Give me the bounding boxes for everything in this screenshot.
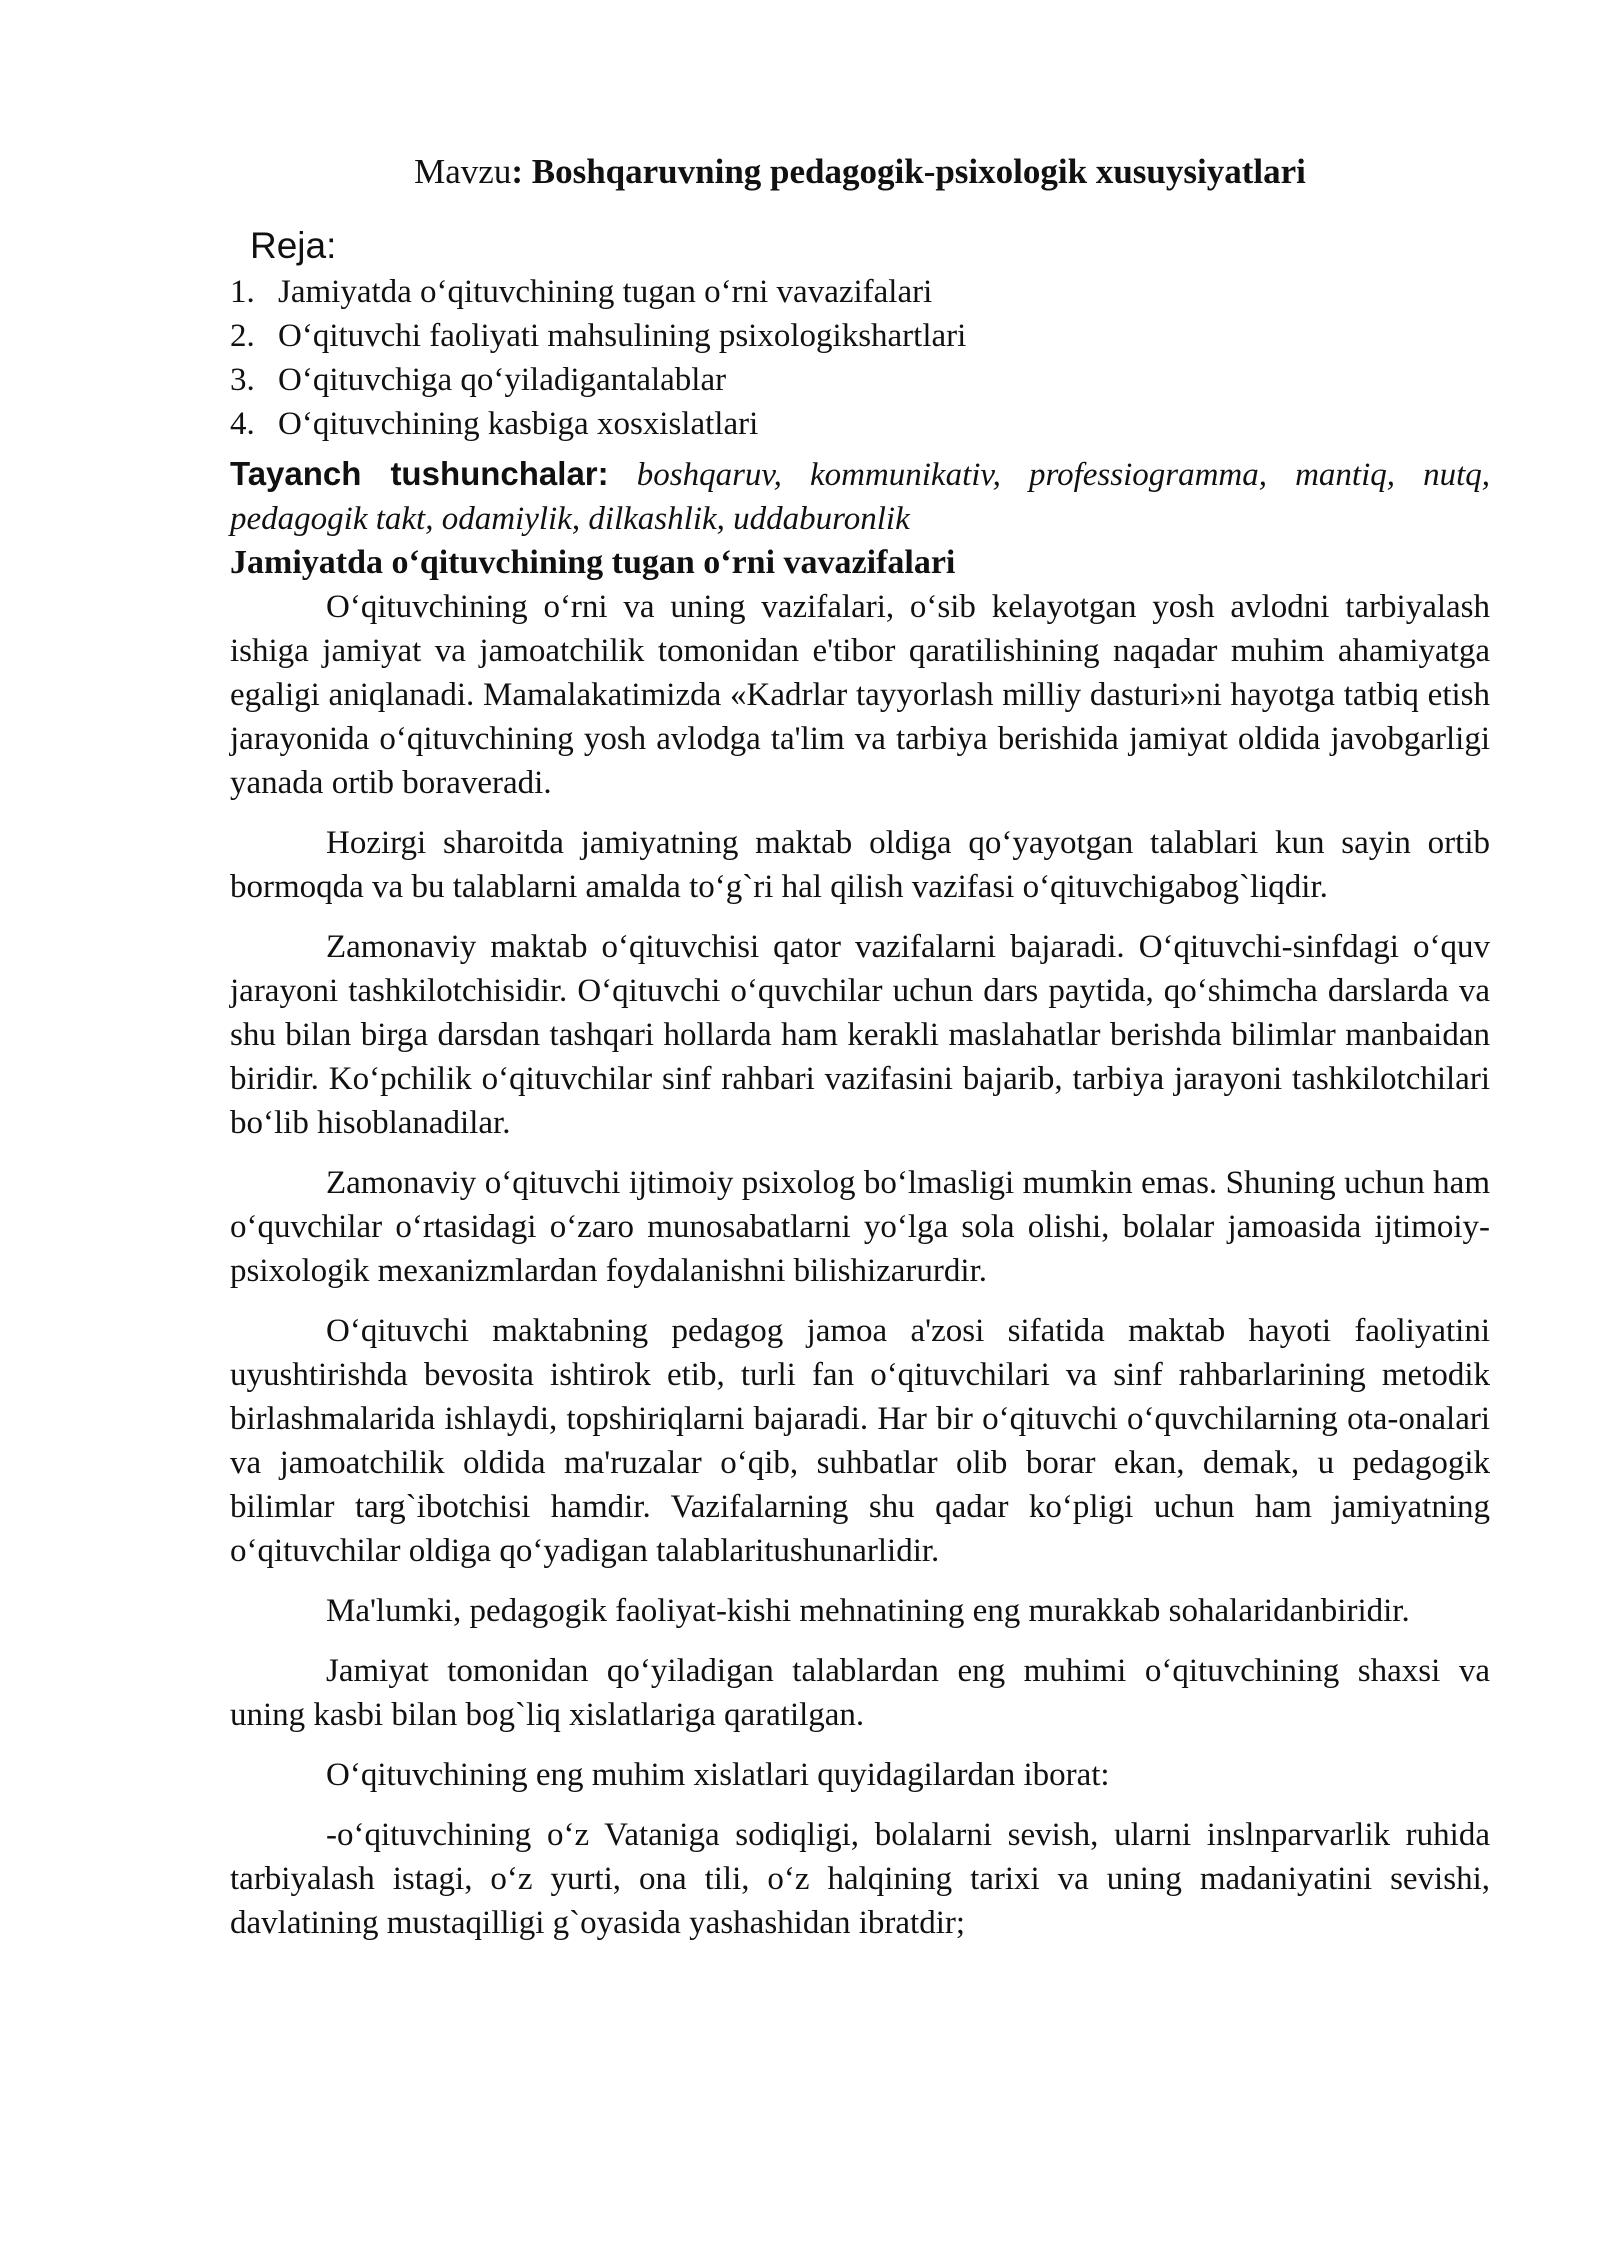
plan-item bbox=[230, 314, 1490, 358]
keywords-label: Tayanch tushunchalar: bbox=[230, 455, 609, 492]
document-title bbox=[230, 148, 1490, 196]
plan-item bbox=[230, 358, 1490, 402]
plan-item-number: 4. bbox=[230, 406, 255, 442]
plan-item-text: O‘qituvchining kasbiga xosxislatlari bbox=[278, 406, 759, 442]
body-paragraph: Zamonaviy maktab o‘qituvchisi qator vazifalarni bajaradi. O‘qituvchi-sinfdagi o‘quv jarayoni tashkilotchisidir. O‘qituvchi o‘quvchilar uchun dars paytida, qo‘shimcha darslarda va shu bilan birga darsdan tashqari hollarda ham kerakli maslahatlar berishda bilimlar manbaidan biridir. Ko‘pchilik o‘qituvchilar sinf rahbari vazifasini bajarib, tarbiya jarayoni tashkilotchilari bo‘lib hisoblanadilar. bbox=[230, 929, 1490, 1141]
body-paragraph: Ma'lumki, pedagogik faoliyat-kishi mehnatining eng murakkab sohalaridanbiridir. bbox=[326, 1593, 1410, 1629]
plan-item-number: 3. bbox=[230, 362, 255, 398]
body-paragraph: Hozirgi sharoitda jamiyatning maktab oldiga qo‘yayotgan talablari kun sayin ortib bormoqda va bu talablarni amalda to‘g`ri hal qilish vazifasi o‘qituvchigabog`liqdir. bbox=[230, 825, 1490, 905]
plan-list bbox=[230, 270, 1490, 446]
plan-item-text: O‘qituvchi faoliyati mahsulining psixologikshartlari bbox=[278, 318, 967, 354]
document-body bbox=[230, 452, 1490, 1945]
body-paragraph: -o‘qituvchining o‘z Vataniga sodiqligi, bolalarni sevish, ularni inslnparvarlik ruhida tarbiyalash istagi, o‘z yurti, ona tili, o‘z halqining tarixi va uning madaniyatini sevishi, davlatining mustaqilligi g`oyasida yashashidan ibratdir; bbox=[230, 1817, 1490, 1941]
title-separator: : bbox=[511, 152, 532, 191]
body-paragraph: Zamonaviy o‘qituvchi ijtimoiy psixolog bo‘lmasligi mumkin emas. Shuning uchun ham o‘quvchilar o‘rtasidagi o‘zaro munosabatlarni yo‘lga sola olishi, bolalar jamoasida ijtimoiy-psixologik mexanizmlardan foydalanishni bilishizarurdir. bbox=[230, 1165, 1490, 1289]
plan-item-number: 2. bbox=[230, 318, 255, 354]
section-heading: Jamiyatda o‘qituvchining tugan o‘rni vavazifalari bbox=[230, 544, 956, 581]
plan-heading: Reja: bbox=[250, 225, 337, 266]
body-paragraph: Jamiyat tomonidan qo‘yiladigan talablardan eng muhimi o‘qituvchining shaxsi va uning kasbi bilan bog`liq xislatlariga qaratilgan. bbox=[230, 1653, 1490, 1733]
body-paragraph: O‘qituvchining eng muhim xislatlari quyidagilardan iborat: bbox=[326, 1757, 1110, 1793]
plan-item-text: Jamiyatda o‘qituvchining tugan o‘rni vavazifalari bbox=[278, 274, 933, 310]
plan-item bbox=[230, 270, 1490, 314]
plan-item-text: O‘qituvchiga qo‘yiladigantalablar bbox=[278, 362, 727, 398]
title-label: Mavzu bbox=[414, 152, 512, 191]
body-paragraph: O‘qituvchining o‘rni va uning vazifalari, o‘sib kelayotgan yosh avlodni tarbiyalash ishiga jamiyat va jamoatchilik tomonidan e'tibor qaratilishining naqadar muhim ahamiyatga egaligi aniqlanadi. Mamalakatimizda «Kadrlar tayyorlash milliy dasturi»ni hayotga tatbiq etish jarayonida o‘qituvchining yosh avlodga ta'lim va tarbiya berishida jamiyat oldida javobgarligi yanada ortib boraveradi. bbox=[230, 589, 1490, 801]
plan-item bbox=[230, 402, 1490, 446]
title-text: Boshqaruvning pedagogik-psixologik xusuysiyatlari bbox=[531, 152, 1306, 191]
plan-item-number: 1. bbox=[230, 274, 255, 310]
keywords-paragraph bbox=[230, 452, 1490, 541]
body-paragraph: O‘qituvchi maktabning pedagog jamoa a'zosi sifatida maktab hayoti faoliyatini uyushtirishda bevosita ishtirok etib, turli fan o‘qituvchilari va sinf rahbarlarining metodik birlashmalarida ishlaydi, topshiriqlarni bajaradi. Har bir o‘qituvchi o‘quvchilarning ota-onalari va jamoatchilik oldida ma'ruzalar o‘qib, suhbatlar olib borar ekan, demak, u pedagogik bilimlar targ`ibotchisi hamdir. Vazifalarning shu qadar ko‘pligi uchun ham jamiyatning o‘qituvchilar oldiga qo‘yadigan talablaritushunarlidir. bbox=[230, 1313, 1490, 1569]
keywords-text: boshqaruv, kommunikativ, professiogramma, mantiq, nutq, pedagogik takt, odamiylik, dilkashlik, uddaburonlik bbox=[230, 457, 1491, 537]
